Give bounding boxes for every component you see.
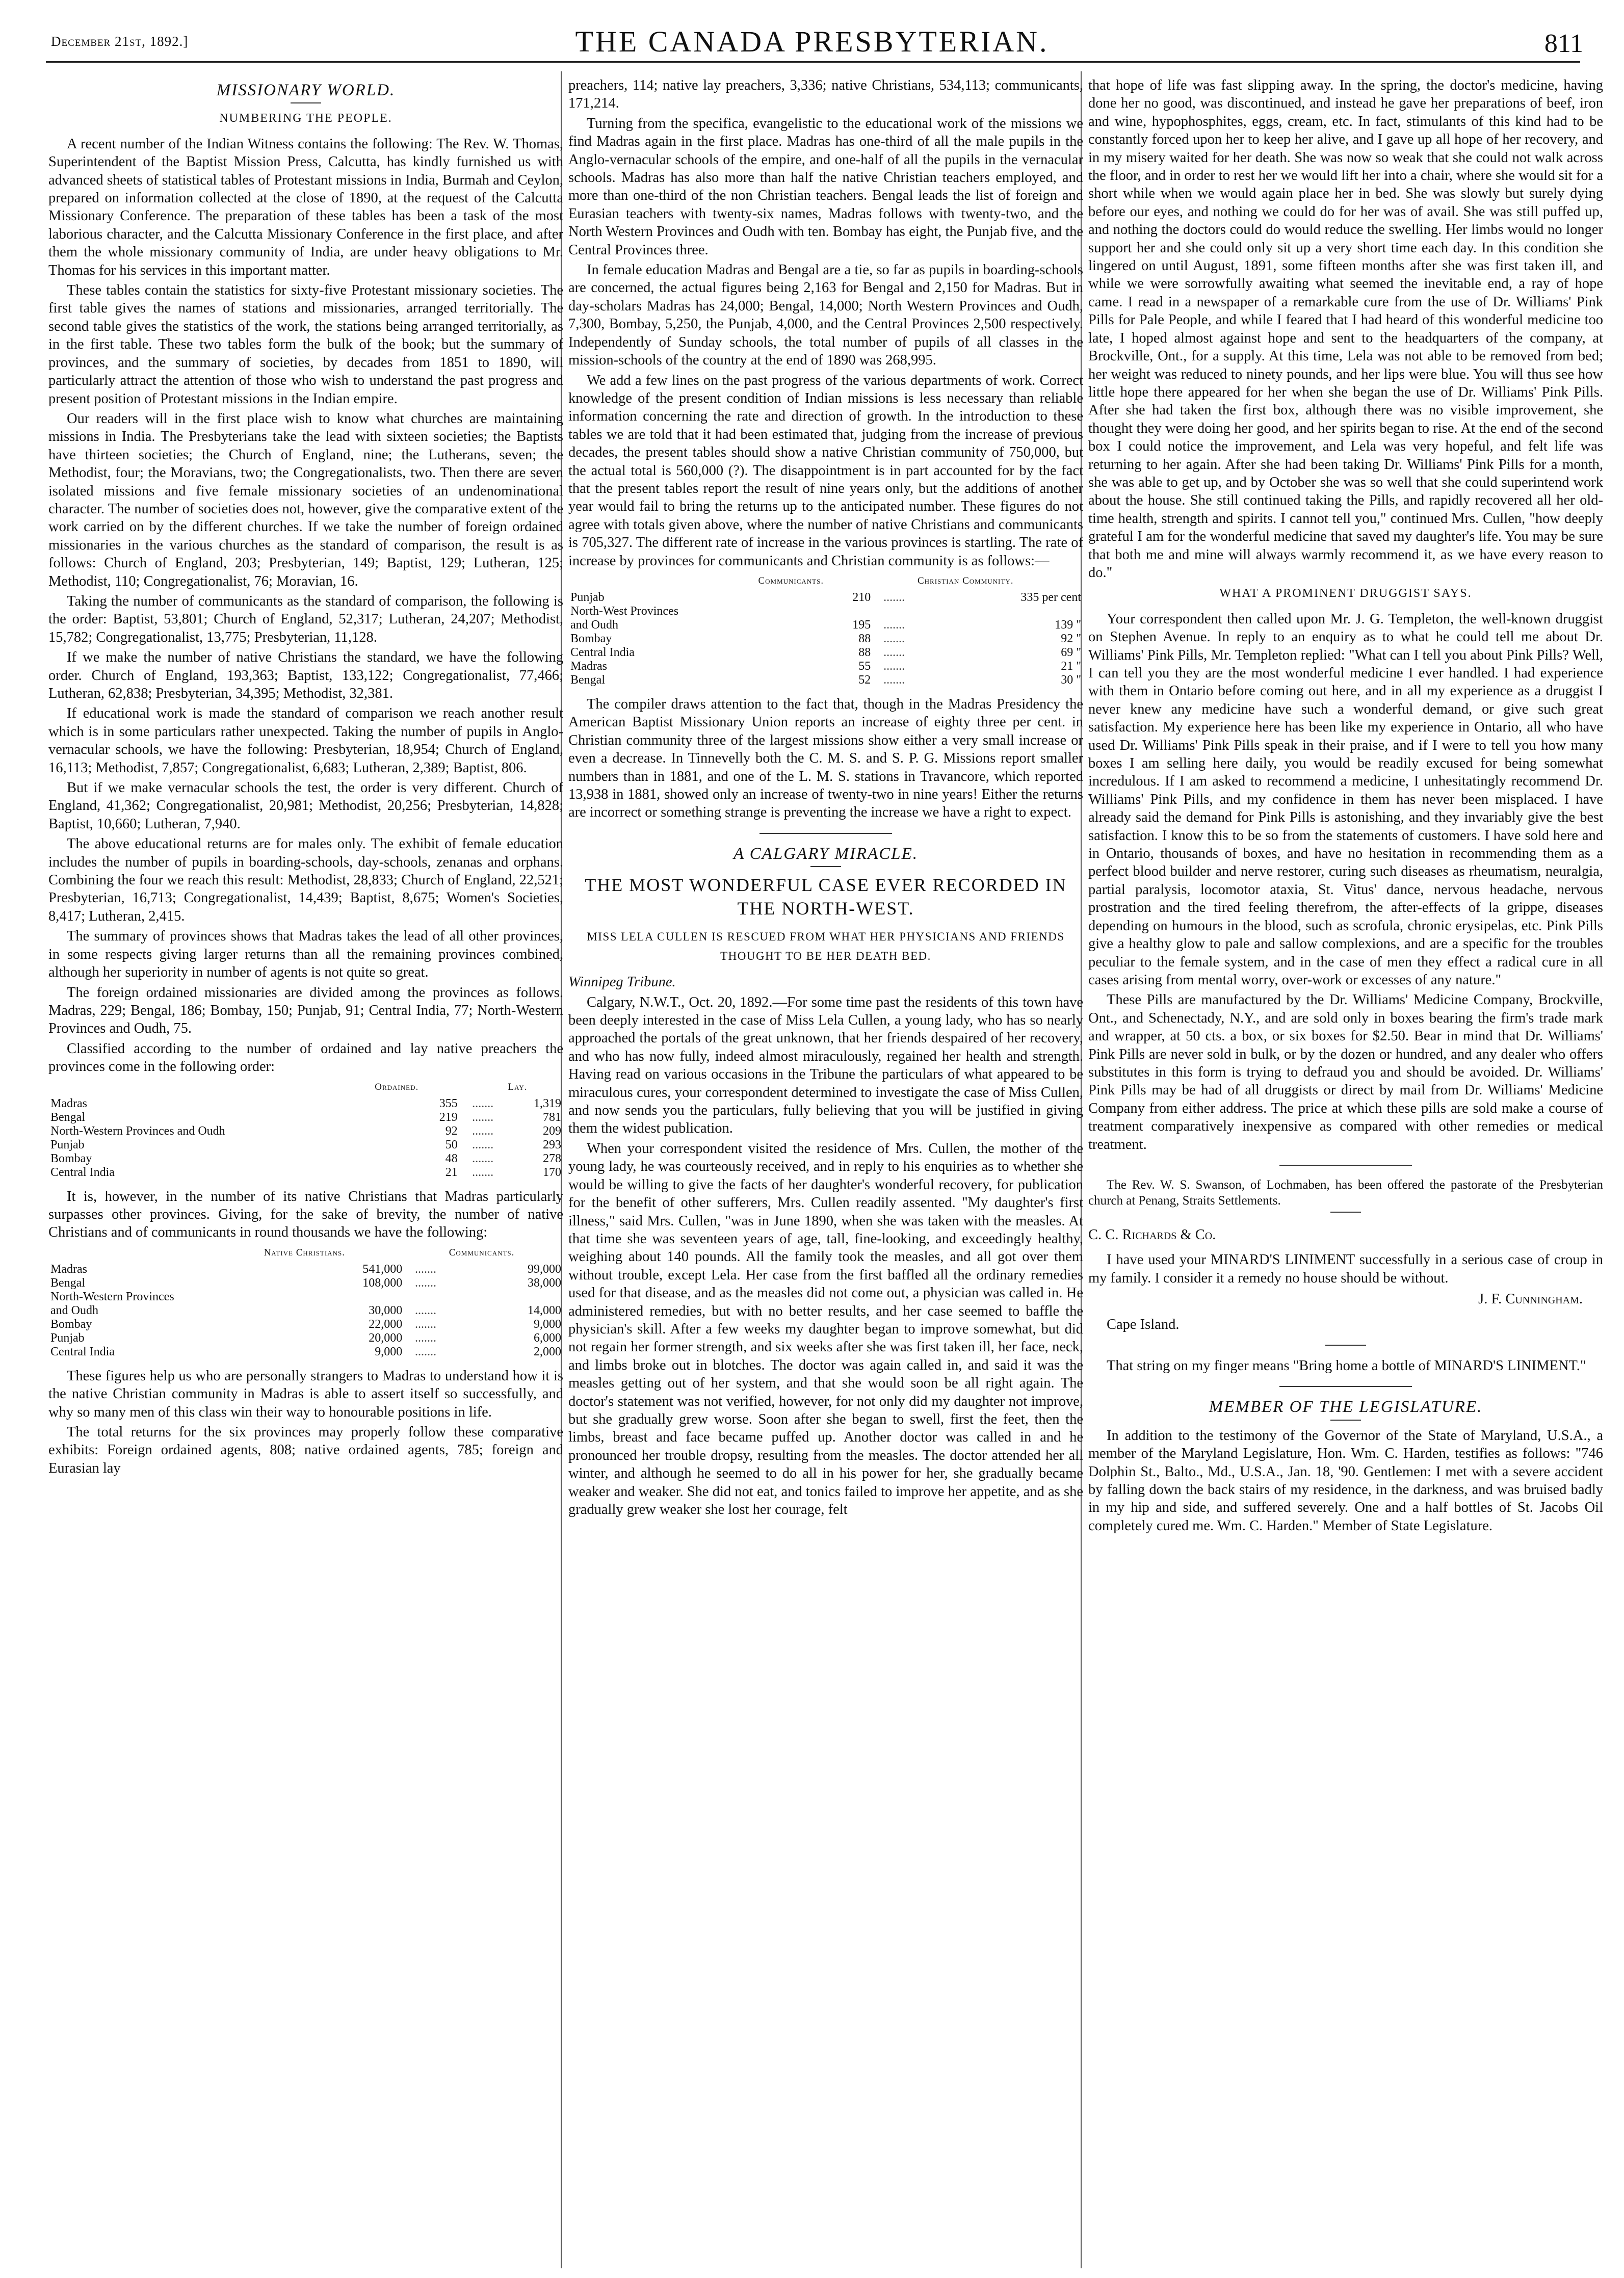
table-cell: 108,000	[362, 1276, 403, 1290]
paragraph: The total returns for the six provinces may properly follow these comparative exhibits: Foreign ordained agents, 808; native ordained agents, 785; foreign and Eurasian lay	[48, 1424, 563, 1476]
paragraph: Your correspondent then called upon Mr. J. G. Templeton, the well-known druggist on Stephen Avenue. In reply to an enquiry as to what he could tell me about Dr. Williams' Pink Pills, Mr. Templeton replied: "What can I tell you about Pink Pills? Well, I can tell you they are the most wonderful medicine I ever handled. I had experience with them in Ontario before coming out here, and in all my experience as a druggist I never knew any medicine have such a wonderful demand, or give such great satisfaction. My experience here has been like my experience in Ontario, all who have used Dr. Williams' Pink Pills speak in their praise, and if I were to tell you how many boxes I am selling here daily, you would be readily excused for being somewhat incredulous. If I am asked to recommend a medicine, I unhesitatingly recommend Dr. Williams' Pink Pills, and my confidence in them has never been misplaced. I have already said the demand for Pink Pills is astonishing, and they invariably give the best satisfaction. I know this to be so from the statements of customers. I have sold here and in Ontario, thousands of boxes, and have no hesitation in recommending them as a perfect blood builder and nerve restorer, curing such diseases as rheumatism, neuralgia, partial paralysis, locomotor ataxia, St. Vitus' dance, nervous headache, nervous prostration and the tired feeling therefrom, the after-effects of la grippe, diseases depending on humours in the blood, such as scrofula, chronic erysipelas, etc. Pink Pills give a healthy glow to pale and sallow complexions, and are a specific for the troubles peculiar to the female system, and in the case of men they effect a radical cure in all cases arising from mental worry, over-work or excesses of any nature."	[1088, 611, 1603, 988]
paragraph: Turning from the specifica, evangelistic to the educational work of the missions we find Madras again in the first place. Madras has one-third of all the male pupils in the Anglo-vernacular schools of the empire, and one-half of all the pupils in the vernacular schools. Madras has also more than half the native Christian teachers employed, and more than one-third of the non Christian teachers. Bengal leads the list of foreign and Eurasian teachers with twenty-six names, Madras follows with twenty-two, and the North Western Provinces and Oudh with ten. Bombay has eight, the Punjab five, and the Central Provinces three.	[568, 115, 1083, 258]
table-header	[404, 1246, 447, 1263]
leader-dots: .......	[472, 1110, 494, 1124]
table-row	[48, 1345, 563, 1359]
leader-dots: .......	[472, 1096, 494, 1110]
header-rule	[46, 61, 1580, 63]
table-row	[568, 632, 1083, 646]
table-cell	[915, 605, 1083, 618]
paragraph: These Pills are manufactured by the Dr. Williams' Medicine Company, Brockville, Ont., and Schenectady, N.Y., and are sold only in boxes bearing the firm's trade mark and wrapper, at 50 cts. a box, or six boxes for $2.50. Bear in mind that Dr. Williams' Pink Pills are never sold in bulk, or by the dozen or hundred, and any dealer who offers substitutes in this form is trying to defraud you and should be avoided. Dr. Williams' Pink Pills may be had of all druggists or direct by mail from Dr. Williams' Medicine Company from either address. The price at which these pills are sold make a course of treatment comparatively inexpensive as compared with other remedies or medical treatment.	[1088, 992, 1603, 1153]
table-cell: and Oudh	[50, 1303, 98, 1317]
paragraph: Classified according to the number of ordained and lay native preachers the provinces come in the following order:	[48, 1040, 563, 1075]
leader-dots: .......	[472, 1165, 494, 1179]
table-header	[48, 1080, 373, 1097]
table-row	[48, 1318, 563, 1331]
table-cell	[262, 1290, 405, 1304]
table-header: Communicants.	[758, 575, 824, 586]
table-cell: 6,000	[534, 1331, 561, 1345]
paragraph: It is, however, in the number of its native Christians that Madras particularly surpasses other provinces. Giving, for the sake of brevity, the number of native Christians and of communicants in round thousands we have the following:	[48, 1188, 563, 1241]
table-cell: 9,000	[534, 1317, 561, 1331]
paragraph: Calgary, N.W.T., Oct. 20, 1892.—For some time past the residents of this town have been deeply interested in the case of Miss Lela Cullen, a young lady, who has so nearly approached the portals of the great unknown, that her friends despaired of her recovery, and who has now fully, indeed almost miraculously, regained her health and strength. Having read on various occasions in the Tribune the particulars of what appeared to be miraculous cures, your correspondent determined to investigate the case of Miss Cullen, and now sends you the particulars, fully believing that you will be justified in giving them the widest publication.	[568, 994, 1083, 1137]
table-header	[873, 574, 915, 591]
table-cell: North-West Provinces	[570, 604, 679, 618]
table-row	[48, 1276, 563, 1290]
table-cell: Bombay	[50, 1317, 92, 1331]
table-cell: 9,000	[375, 1345, 403, 1358]
table-header: Native Christians.	[264, 1247, 346, 1258]
table-cell: 541,000	[362, 1262, 403, 1276]
table-cell: 781	[543, 1110, 561, 1124]
paragraph: The summary of provinces shows that Madras takes the lead of all other provinces, in some respects giving larger returns than all the remaining provinces combined, although her superiority in number of agents is not quite so great.	[48, 928, 563, 981]
table-cell: Punjab	[50, 1331, 85, 1345]
table-cell: Punjab	[50, 1138, 85, 1151]
paragraph: If educational work is made the standard of comparison we reach another result which is in some particulars rather unexpected. Taking the number of pupils in Anglo-vernacular schools, we have the following: Presbyterian, 18,954; Church of England, 16,113; Methodist, 7,857; Congregationalist, 6,683; Lutheran, 2,389; Baptist, 806.	[48, 705, 563, 776]
table-cell: 139 "	[1055, 618, 1081, 632]
leader-dots: .......	[414, 1276, 436, 1290]
article-deck: MISS LELA CULLEN IS RESCUED FROM WHAT HER PHYSICIANS AND FRIENDS THOUGHT TO BE HER DEATH BED.	[587, 930, 1065, 963]
paragraph: The foreign ordained missionaries are divided among the provinces as follows. Madras, 229; Bengal, 186; Bombay, 150; Punjab, 91; Central India, 77; North-Western Provinces and Oudh, 75.	[48, 984, 563, 1037]
paragraph: When your correspondent visited the residence of Mrs. Cullen, the mother of the young lady, he was courteously received, and in reply to his enquiries as to whether she would be willing to give the facts of her daughter's wonderful recovery, for publication for the benefit of other sufferers, Mrs. Cullen readily assented. "My daughter's first illness," said Mrs. Cullen, "was in June 1890, when she was taken with the measles. At that time she was seventeen years of age, tall, fine-looking, and exceedingly healthy, weighing about 140 pounds. All the family took the measles, and all got over them without trouble, except Lela. Her case from the first baffled all the ordinary remedies used for that disease, and as the measles did not come out, a physician was called in. He administered remedies, but with no better results, and her case seemed to baffle the physician's skill. After a few weeks my daughter began to improve somewhat, but did not regain her former strength, and six weeks after she was first taken ill, her face, neck, and limbs broke out in blotches. The doctor was again called in, and said it was the measles getting out of her system, and that she would soon be all right again. The doctor's statement was not verified, however, for not only did my daughter not improve, but she gradually grew worse. Soon after she began to swell, first the feet, then the limbs, breast and face became puffed up. Another doctor was called in and he pronounced her trouble dropsy, resulting from the measles. The doctor attended her all winter, and although he seemed to do all in his power for her, she gradually became weaker and weaker. She did not eat, and tonics failed to improve her appetite, and as she gradually grew weaker she lost her courage, felt	[568, 1140, 1083, 1517]
paragraph: In addition to the testimony of the Governor of the State of Maryland, U.S.A., a member of the Maryland Legislature, Hon. Wm. C. Harden, testifies as follows: "746 Dolphin St., Balto., Md., U.S.A., Jan. 18, '90. Gentlemen: I met with a severe accident by falling down the back stairs of my residence, in the darkness, and was bruised badly in my hip and side, and suffered severely. One and a half bottles of St. Jacobs Oil completely cured me. Wm. C. Harden." Member of State Legislature.	[1088, 1427, 1603, 1534]
table-row	[568, 605, 1083, 618]
leader-dots: .......	[883, 645, 905, 659]
table-cell: and Oudh	[570, 618, 618, 632]
article-title: A CALGARY MIRACLE.	[733, 844, 919, 863]
leader-dots	[873, 605, 915, 618]
paragraph: that hope of life was fast slipping away. In the spring, the doctor's medicine, having done her no good, was discontinued, and instead he gave her preparations of beef, iron and wine, hypophosphites, eggs, cream, etc. In fact, stimulants of this kind had to be constantly forced upon her to keep her alive, and I gave up all hope of her recovery, and in my misery waited for her death. She was now so weak that she could not walk across the floor, and in order to rest her we would lift her into a chair, where she would sit for a short while when we would again place her in bed. She was slowly but surely dying before our eyes, and nothing we could do for her was of avail. She was still puffed up, and nothing the doctors could do would reduce the swelling. Her limbs would no longer support her and she could only sit up a very short time each day. In this condition she lingered on until August, 1891, some fifteen months after she was first taken ill, and while we were sorrowfully awaiting what seemed the inevitable end, a ray of hope came. I read in a newspaper of a remarkable cure from the use of Dr. Williams' Pink Pills for Pale People, and while I feared that I had heard of this wonderful medicine too late, I hoped almost against hope and sent to the headquarters of the company, at Brockville, Ont., for a supply. At this time, Lela was not able to be removed from bed; her weight was reduced to ninety pounds, and her lips were blue. You will thus see how little hope there appeared for her when she began the use of Dr. Williams' Pink Pills. After she had taken the first box, although there was no visible improvement, she thought they were doing her good, and her spirits began to rise. At the end of the second box I could notice the improvement, and Lela was very hopeful, and felt life was returning to her again. After she had been taking Dr. Williams' Pink Pills for a month, she was able to get up, and by October she was so well that she could superintend work about the house. She still continued taking the Pills, and rapidly recovered all her old-time health, strength and spirits. I cannot tell you," continued Mrs. Cullen, "how deeply grateful I am for the wonderful medicine that saved my daughter's life. You may be sure that both me and mine will always warmly recommend it, as we have every reason to do."	[1088, 77, 1603, 581]
table-cell: Madras	[50, 1096, 87, 1110]
article-title: MEMBER OF THE LEGISLATURE.	[1209, 1398, 1483, 1417]
paragraph: preachers, 114; native lay preachers, 3,336; native Christians, 534,113; communicants, 171,214.	[568, 77, 1083, 112]
table-cell: 21 "	[1061, 659, 1081, 673]
divider	[1330, 1420, 1361, 1421]
table-cell	[756, 605, 873, 618]
table-cell: 355	[439, 1096, 458, 1110]
divider	[1330, 1212, 1361, 1213]
paragraph: Taking the number of communicants as the standard of comparison, the following is the order: Baptist, 53,801; Church of England, 52,317; Lutheran, 24,207; Methodist, 15,782; Congregationalist, 13,775; Presbyterian, 11,128.	[48, 593, 563, 645]
advert-text: That string on my finger means "Bring home a bottle of MINARD'S LINIMENT."	[1107, 1358, 1586, 1374]
leader-dots: .......	[414, 1345, 436, 1358]
paragraph: These figures help us who are personally strangers to Madras to understand how it is the native Christian community in Madras is able to assert itself so successfully, and why so many men of this class win their way to honourable positions in life.	[48, 1368, 563, 1420]
table-header: Ordained.	[375, 1081, 419, 1092]
column-3	[1088, 76, 1603, 1537]
table-cell: 21	[445, 1165, 458, 1179]
table-cell: 30 "	[1061, 673, 1081, 687]
table-cell: Madras	[50, 1262, 87, 1276]
advert-signature: J. F. Cunningham.	[1478, 1291, 1583, 1307]
masthead-title: THE CANADA PRESBYTERIAN.	[575, 25, 1049, 58]
table-row	[568, 618, 1083, 632]
divider	[759, 833, 892, 834]
paragraph: We add a few lines on the past progress of the various departments of work. Correct knowledge of the present condition of Indian missions is less necessary than reliable information concerning the rate and direction of growth. In the introduction to these tables we are told that it had been estimated that, judging from the increase of previous decades, the present tables should show a native Christian community of 750,000, but the actual total is 560,000 (?). The disappointment is in part accounted for by the fact that the present tables report the result of nine years only, but the additions of another year would fail to bring the returns up to the anticipated number. These figures do not agree with totals given above, where the number of native Christians and communicants is 705,327. The different rate of increase in the various provinces is startling. The rate of increase by provinces for communicants and Christian community is as follows:—	[568, 372, 1083, 569]
christians-table	[48, 1246, 563, 1359]
table-cell: 209	[543, 1124, 561, 1138]
table-cell: 1,319	[534, 1096, 561, 1110]
article-subhead: NUMBERING THE PEOPLE.	[219, 112, 392, 125]
column-2	[568, 76, 1083, 1521]
table-row	[568, 646, 1083, 660]
leader-dots: .......	[414, 1262, 436, 1276]
table-cell: Punjab	[570, 590, 605, 604]
table-cell: Bombay	[50, 1151, 92, 1165]
table-row	[568, 591, 1083, 605]
table-cell: 170	[543, 1165, 561, 1179]
leader-dots: .......	[472, 1151, 494, 1165]
divider	[291, 102, 321, 103]
table-cell: Madras	[570, 659, 607, 673]
leader-dots: .......	[472, 1124, 494, 1138]
table-cell: 38,000	[528, 1276, 561, 1290]
leader-dots: .......	[883, 673, 905, 687]
table-cell: 278	[543, 1151, 561, 1165]
table-cell: Central India	[50, 1165, 115, 1179]
table-cell: North-Western Provinces and Oudh	[50, 1124, 225, 1138]
table-cell: 20,000	[369, 1331, 403, 1345]
divider	[1279, 1386, 1412, 1387]
table-header	[568, 574, 756, 591]
leader-dots: .......	[414, 1331, 436, 1345]
divider	[810, 866, 841, 867]
paragraph: The above educational returns are for males only. The exhibit of female education includes the number of pupils in boarding-schools, day-schools, zenanas and orphans. Combining the four we reach this result: Methodist, 28,833; Church of England, 22,521; Presbyterian, 16,713; Congregationalist, 14,439; Baptist, 8,675; Women's Societies, 8,417; Lutheran, 2,415.	[48, 836, 563, 924]
paragraph: These tables contain the statistics for sixty-five Protestant missionary societies. The first table gives the names of stations and missionaries, arranged territorially. The second table gives the statistics of the work, the stations being arranged territorially, as in the first table. These two tables form the bulk of the book; but the summary of provinces, and the summary of societies, by decades from 1851 to 1890, will particularly attract the attention of those who wish to understand the past progress and present position of Protestant missions in the Indian empire.	[48, 282, 563, 407]
advert-place: Cape Island.	[1107, 1316, 1180, 1332]
table-cell: 88	[858, 645, 871, 659]
leader-dots: .......	[414, 1317, 436, 1331]
table-header: Christian Community.	[918, 575, 1014, 586]
table-header	[48, 1246, 262, 1263]
table-header: Communicants.	[449, 1247, 515, 1258]
advert-firm: C. C. Richards & Co.	[1088, 1226, 1216, 1243]
page-number: 811	[1544, 29, 1583, 58]
news-note: The Rev. W. S. Swanson, of Lochmaben, has been offered the pastorate of the Presbyterian church at Penang, Straits Settlements.	[1088, 1177, 1603, 1208]
table-header: Lay.	[508, 1081, 528, 1092]
table-cell: Bengal	[50, 1276, 85, 1290]
table-cell: Central India	[570, 645, 635, 659]
table-cell: 14,000	[528, 1303, 561, 1317]
section-title: MISSIONARY WORLD.	[216, 81, 396, 99]
table-cell: 22,000	[369, 1317, 403, 1331]
table-row	[48, 1124, 563, 1138]
table-cell: 99,000	[528, 1262, 561, 1276]
table-cell: Bengal	[50, 1110, 85, 1124]
table-cell: 88	[858, 632, 871, 645]
preachers-table	[48, 1080, 563, 1180]
table-cell: Central India	[50, 1345, 115, 1358]
table-cell: North-Western Provinces	[50, 1290, 174, 1303]
paragraph: A recent number of the Indian Witness contains the following: The Rev. W. Thomas, Superintendent of the Baptist Mission Press, Calcutta, has kindly furnished us with advanced sheets of statistical tables of Protestant missions in India, Burmah and Ceylon, prepared on information collected at the close of 1890, at the request of the Calcutta Missionary Conference. The preparation of these tables has been a task of the most laborious character, and the Calcutta Missionary Conference in the first place, and after them the whole missionary community of India, are under heavy obligations to Mr. Thomas for his services in this important matter.	[48, 136, 563, 278]
page-header	[0, 13, 1624, 64]
table-row	[48, 1304, 563, 1318]
table-cell: 48	[445, 1151, 458, 1165]
leader-dots: .......	[883, 618, 905, 632]
leader-dots: .......	[883, 659, 905, 673]
divider	[1325, 1345, 1366, 1346]
column-1	[48, 76, 563, 1479]
divider	[1279, 1165, 1412, 1166]
source-line: Winnipeg Tribune.	[568, 974, 676, 990]
paragraph: Our readers will in the first place wish to know what churches are maintaining missions in India. The Presbyterians take the lead with sixteen societies; the Baptists have thirteen societies; the Church of England, nine; the Lutherans, seven; the Methodist, four; the Moravians, two; the Congregationalists, two. Then there are seven isolated missions and five female missionary societies of an undenominational character. The number of societies does not, however, give the comparative extent of the work carried on by the different churches. If we take the number of foreign ordained missionaries in the various churches as the standard of comparison, the result is as follows: Church of England, 203; Presbyterian, 149; Baptist, 129; Lutheran, 125; Methodist, 110; Congregationalist, 76; Moravian, 16.	[48, 410, 563, 589]
advert-text: I have used your MINARD'S LINIMENT successfully in a serious case of croup in my family. I consider it a remedy no house should be without.	[1088, 1252, 1603, 1286]
leader-dots: .......	[472, 1138, 494, 1151]
leader-dots: .......	[414, 1303, 436, 1317]
table-cell: 52	[858, 673, 871, 687]
article-headline: THE MOST WONDERFUL CASE EVER RECORDED IN THE NORTH-WEST.	[585, 875, 1067, 919]
table-cell: 2,000	[534, 1345, 561, 1358]
table-cell: 195	[852, 618, 871, 632]
paragraph: If we make the number of native Christians the standard, we have the following order. Church of England, 193,363; Baptist, 133,122; Congregationalist, 77,466; Lutheran, 62,838; Presbyterian, 34,395; Methodist, 32,381.	[48, 649, 563, 701]
table-header	[460, 1080, 506, 1097]
table-cell: Bombay	[570, 632, 612, 645]
issue-date: December 21st, 1892.]	[51, 34, 189, 49]
table-row	[48, 1263, 563, 1276]
table-cell: 50	[445, 1138, 458, 1151]
leader-dots: .......	[883, 590, 905, 604]
table-cell: 30,000	[369, 1303, 403, 1317]
increase-table	[568, 574, 1083, 687]
paragraph: The compiler draws attention to the fact that, though in the Madras Presidency the American Baptist Missionary Union reports an increase of eighty three per cent. in Christian community three of the largest missions show either a very small increase or even a decrease. In Tinnevelly both the C. M. S. and S. P. G. Missions report smaller numbers than in 1881, and one of the L. M. S. stations in Travancore, which reported 13,938 in 1881, showed only an increase of twenty-two in nine years! Either the returns are incorrect or something strange is preventing the increase we have a right to expect.	[568, 696, 1083, 821]
table-cell	[447, 1290, 563, 1304]
paragraph: In female education Madras and Bengal are a tie, so far as pupils in boarding-schools are concerned, the actual figures being 2,163 for Bengal and 2,150 for Madras. But in day-scholars Madras has 24,000; Bengal, 14,000; North Western Provinces and Oudh, 7,300, Bombay, 5,250, the Punjab, 4,000, and the Central Provinces 2,500 respectively. Independently of Sunday schools, the total number of pupils of all classes in the mission-schools of the country at the end of 1890 was 268,995.	[568, 262, 1083, 369]
table-row	[48, 1290, 563, 1304]
table-cell: 293	[543, 1138, 561, 1151]
table-cell: 210	[852, 590, 871, 604]
table-cell: 69 "	[1061, 645, 1081, 659]
leader-dots: .......	[883, 632, 905, 645]
table-row	[48, 1166, 563, 1180]
table-row	[568, 660, 1083, 673]
table-cell: 335 per cent	[1020, 590, 1081, 604]
table-cell: 92	[445, 1124, 458, 1138]
article-subhead: WHAT A PROMINENT DRUGGIST SAYS.	[1219, 587, 1472, 600]
table-cell: 219	[439, 1110, 458, 1124]
table-row	[48, 1331, 563, 1345]
table-row	[48, 1097, 563, 1111]
table-row	[48, 1152, 563, 1166]
table-row	[48, 1138, 563, 1152]
table-cell: Bengal	[570, 673, 605, 687]
paragraph: But if we make vernacular schools the test, the order is very different. Church of England, 41,362; Congregationalist, 20,981; Methodist, 20,256; Presbyterian, 14,828; Baptist, 10,660; Lutheran, 7,940.	[48, 780, 563, 832]
table-cell: 55	[858, 659, 871, 673]
table-row	[48, 1111, 563, 1124]
table-cell: 92 "	[1061, 632, 1081, 645]
table-row	[568, 673, 1083, 687]
leader-dots	[404, 1290, 447, 1304]
